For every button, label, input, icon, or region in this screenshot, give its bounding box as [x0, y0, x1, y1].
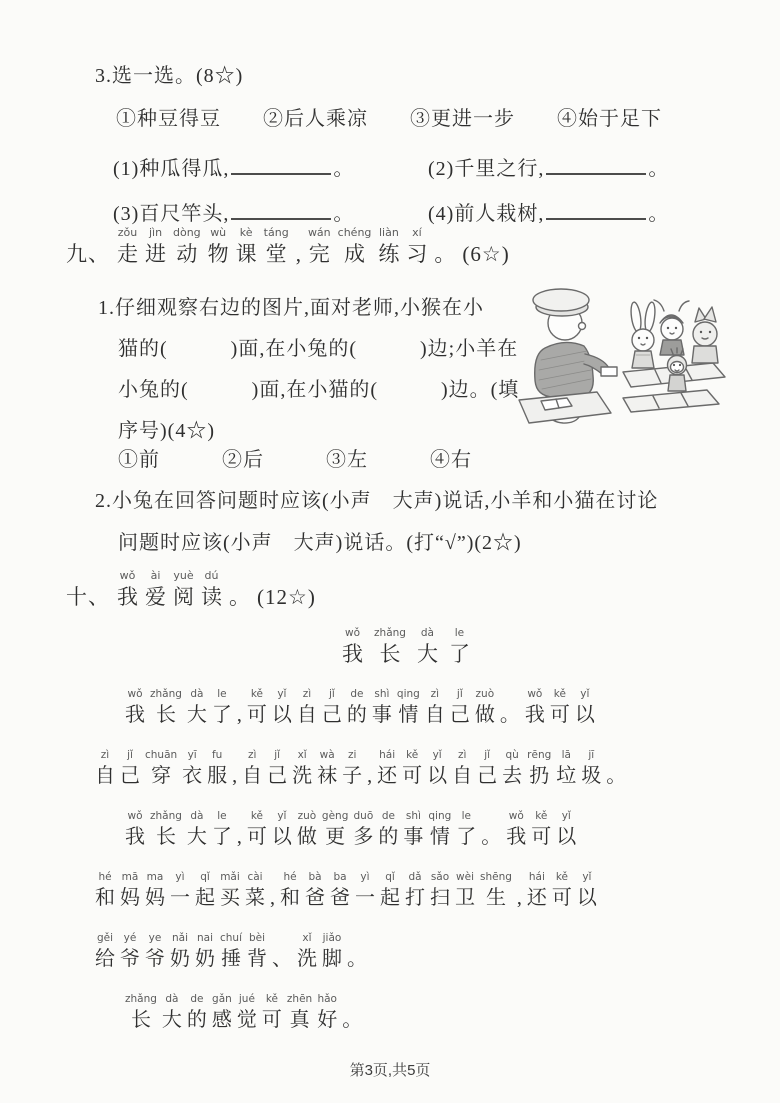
ruby-token: jiǎo 脚	[322, 932, 342, 970]
q3-blank-4-label: (4)前人栽树,	[428, 203, 545, 225]
ruby-token: jìn 进	[145, 226, 166, 266]
ruby-token: zì 自	[95, 749, 115, 787]
ruby-token: zi 子	[342, 749, 363, 787]
ruby-token: gǎn 感	[211, 993, 232, 1031]
section-10-heading	[66, 568, 316, 611]
ruby-token: yì 一	[170, 871, 190, 909]
answer-blank	[231, 153, 331, 175]
ruby-token: lā 垃	[556, 749, 577, 787]
ruby-token: gèng 更	[321, 810, 349, 848]
q3-blank-3	[113, 198, 354, 224]
q3-blank-2	[428, 153, 669, 179]
ruby-token: wǒ 我	[524, 688, 545, 726]
ruby-token: zuò 做	[474, 688, 495, 726]
answer-blank	[546, 198, 646, 220]
period: 。	[648, 203, 670, 225]
ruby-token: 。	[481, 826, 502, 848]
ruby-token: fu 服	[207, 749, 228, 787]
ruby-token: jǐ 己	[477, 749, 498, 787]
q3-blank-1	[113, 153, 354, 179]
ruby-token: qing 情	[428, 810, 452, 848]
ruby-token: ,	[367, 765, 373, 787]
ruby-token: yǐ 以	[556, 810, 577, 848]
ruby-token: yǐ 以	[271, 688, 292, 726]
q3-blank-4	[428, 198, 669, 224]
q3-blank-1-label: (1)种瓜得瓜,	[113, 158, 230, 180]
rabbit-figure	[629, 302, 656, 368]
ruby-token: zhēn 真	[286, 993, 313, 1031]
question-3-title: 3.选一选。(8☆)	[95, 65, 244, 87]
ruby-token: gěi 给	[95, 932, 115, 970]
ruby-token: yǐ 以	[271, 810, 292, 848]
ruby-token: nai 奶	[195, 932, 215, 970]
ruby-token: hái 还	[377, 749, 398, 787]
ruby-token: zì 自	[452, 749, 473, 787]
ruby-token: jué 觉	[236, 993, 257, 1031]
ruby-token: ,	[295, 242, 301, 266]
ruby-token: xǐ 洗	[297, 932, 317, 970]
ruby-token: ba 爸	[330, 871, 350, 909]
ruby-token: kě 可	[246, 688, 267, 726]
ruby-token: zhǎng 长	[150, 688, 182, 726]
ruby-token: qing 情	[396, 688, 420, 726]
q1-option-3: ③左	[326, 449, 368, 471]
ruby-token: dà 大	[416, 627, 438, 666]
ruby-token: kè 课	[235, 226, 257, 266]
q1-line-3: 小兔的( )面,在小猫的( )边。(填	[118, 379, 520, 401]
ruby-token: dòng 动	[173, 226, 201, 266]
ruby-token: zì 自	[242, 749, 263, 787]
ruby-token: ,	[236, 826, 242, 848]
ruby-token: qǐ 起	[380, 871, 400, 909]
ruby-token: de 的	[378, 810, 399, 848]
q3-blank-3-label: (3)百尺竿头,	[113, 203, 230, 225]
ruby-token: le 了	[448, 627, 470, 666]
ruby-token: de 的	[186, 993, 207, 1031]
ruby-token: wà 袜	[317, 749, 338, 787]
page-footer: 第3页,共5页	[349, 1062, 431, 1079]
section-10-score: (12☆)	[257, 585, 316, 609]
ruby-token: yǐ 以	[427, 749, 448, 787]
q1-line-2: 猫的( )面,在小兔的( )边;小羊在	[118, 338, 519, 360]
q2-line-1: 2.小兔在回答问题时应该(小声 大声)说话,小羊和小猫在讨论	[95, 490, 659, 512]
ruby-token: wǒ 我	[125, 810, 145, 848]
ruby-token: jǐ 己	[321, 688, 342, 726]
ruby-token: dà 大	[161, 993, 182, 1031]
ruby-token: 。	[434, 242, 456, 266]
ruby-token: bèi 背	[247, 932, 267, 970]
ruby-token: le 了	[211, 810, 232, 848]
ruby-token: yī 衣	[182, 749, 203, 787]
teacher-desk	[519, 392, 611, 423]
q1-option-1: ①前	[118, 449, 160, 471]
answer-blank	[546, 153, 646, 175]
ruby-token: liàn 练	[378, 226, 400, 266]
ruby-token: jǐ 己	[267, 749, 288, 787]
ruby-token: ,	[270, 887, 275, 909]
passage-line-5	[95, 931, 717, 972]
q1-option-4: ④右	[430, 449, 472, 471]
q1-text-block	[98, 288, 519, 452]
ruby-token: yǐ 以	[574, 688, 595, 726]
passage-line-6	[95, 992, 717, 1033]
ruby-token: nǎi 奶	[170, 932, 190, 970]
passage-line-3	[95, 809, 717, 850]
ruby-token: ,	[232, 765, 238, 787]
ruby-token: zhǎng 长	[125, 993, 157, 1031]
ruby-token: kě 可	[549, 688, 570, 726]
ruby-token: wèi 卫	[455, 871, 475, 909]
ruby-token: dà 大	[186, 810, 207, 848]
ruby-token: hé 和	[280, 871, 300, 909]
ruby-token: hái 还	[526, 871, 547, 909]
passage-title	[95, 626, 717, 667]
ruby-token: duō 多	[353, 810, 374, 848]
ruby-token: wǒ 我	[342, 627, 364, 666]
ruby-token: zhǎng 长	[374, 627, 406, 666]
period: 。	[333, 158, 355, 180]
q3-option-2: ②后人乘凉	[263, 108, 368, 130]
q3-options-row	[116, 109, 662, 129]
ruby-token: rēng 扔	[527, 749, 552, 787]
ruby-token: wù 物	[207, 226, 229, 266]
ruby-token: le 了	[456, 810, 477, 848]
classroom-illustration	[505, 280, 730, 432]
ruby-token: jǐ 己	[449, 688, 470, 726]
ruby-token: ye 爷	[145, 932, 165, 970]
ruby-token: chuān 穿	[145, 749, 178, 787]
ruby-token: qǐ 起	[195, 871, 215, 909]
ruby-token: zuò 做	[296, 810, 317, 848]
period: 。	[333, 203, 355, 225]
ruby-token: wán 完	[307, 226, 331, 266]
section-9-ruby-line	[117, 225, 455, 268]
ruby-token: táng 堂	[263, 226, 289, 266]
ruby-token: kě 可	[246, 810, 267, 848]
ruby-token: qù 去	[502, 749, 523, 787]
ruby-token: shēng 生	[480, 871, 512, 909]
ruby-token: yuè 阅	[173, 569, 194, 609]
ruby-token: dà 大	[186, 688, 207, 726]
q3-option-4: ④始于足下	[557, 108, 662, 130]
ruby-token: ,	[516, 887, 522, 909]
student-desk-front	[623, 390, 719, 412]
passage-line-4	[95, 870, 717, 911]
section-9-score: (6☆)	[462, 242, 510, 266]
ruby-token: 。	[229, 585, 250, 609]
period: 。	[648, 158, 670, 180]
section-10-number: 十、	[66, 585, 110, 609]
ruby-token: zhǎng 长	[150, 810, 182, 848]
ruby-token: sǎo 扫	[430, 871, 450, 909]
ruby-token: wǒ 我	[125, 688, 145, 726]
ruby-token: wǒ 我	[506, 810, 527, 848]
section-10-ruby-line	[117, 568, 250, 611]
ruby-token: jǐ 己	[120, 749, 140, 787]
ruby-token: kě 可	[402, 749, 423, 787]
ruby-token: shì 事	[371, 688, 392, 726]
ruby-token: zì 自	[424, 688, 445, 726]
ruby-token: ,	[236, 704, 242, 726]
ruby-token: mā 妈	[120, 871, 140, 909]
ruby-token: de 的	[346, 688, 367, 726]
ruby-token: zì 自	[296, 688, 317, 726]
cat-figure	[692, 307, 718, 363]
ruby-token: ma 妈	[145, 871, 165, 909]
section-9-number: 九、	[66, 242, 110, 266]
ruby-token: xǐ 洗	[292, 749, 313, 787]
ruby-token: shì 事	[403, 810, 424, 848]
ruby-token: yì 一	[355, 871, 375, 909]
ruby-token: le 了	[211, 688, 232, 726]
ruby-token: ài 爱	[145, 569, 166, 609]
q1-option-2: ②后	[222, 449, 264, 471]
ruby-token: hé 和	[95, 871, 115, 909]
ruby-token: chéng 成	[337, 226, 372, 266]
q3-option-3: ③更进一步	[410, 108, 515, 130]
ruby-token: yé 爷	[120, 932, 140, 970]
ruby-token: jī 圾	[581, 749, 602, 787]
ruby-token: 、	[272, 948, 292, 970]
passage-line-1	[95, 687, 717, 728]
ruby-token: kě 可	[531, 810, 552, 848]
q1-line-4: 序号)(4☆)	[118, 420, 215, 442]
classroom-illustration-svg	[505, 280, 730, 432]
q1-line-1: 1.仔细观察右边的图片,面对老师,小猴在小	[98, 297, 484, 319]
ruby-token: 。	[606, 765, 627, 787]
section-9-heading	[66, 225, 510, 268]
ruby-token: 。	[342, 1009, 363, 1031]
ruby-token: 。	[347, 948, 367, 970]
ruby-token: wǒ 我	[117, 569, 138, 609]
q3-blank-2-label: (2)千里之行,	[428, 158, 545, 180]
answer-blank	[231, 198, 331, 220]
ruby-token: 。	[499, 704, 520, 726]
goat-figure	[654, 300, 689, 355]
ruby-token: bà 爸	[305, 871, 325, 909]
ruby-token: xí 习	[406, 226, 428, 266]
ruby-token: cài 菜	[245, 871, 265, 909]
q1-options-row	[118, 450, 472, 470]
ruby-token: kě 可	[261, 993, 282, 1031]
ruby-token: hǎo 好	[317, 993, 338, 1031]
passage-line-2	[95, 748, 717, 789]
ruby-token: dú 读	[201, 569, 222, 609]
q3-option-1: ①种豆得豆	[116, 108, 221, 130]
ruby-token: chuí 捶	[220, 932, 242, 970]
q2-line-2: 问题时应该(小声 大声)说话。(打“√”)(2☆)	[118, 532, 522, 554]
ruby-token: dǎ 打	[405, 871, 425, 909]
reading-passage	[95, 626, 717, 1033]
ruby-token: zǒu 走	[117, 226, 138, 266]
ruby-token: yǐ 以	[576, 871, 597, 909]
ruby-token: mǎi 买	[220, 871, 240, 909]
ruby-token: kě 可	[551, 871, 572, 909]
